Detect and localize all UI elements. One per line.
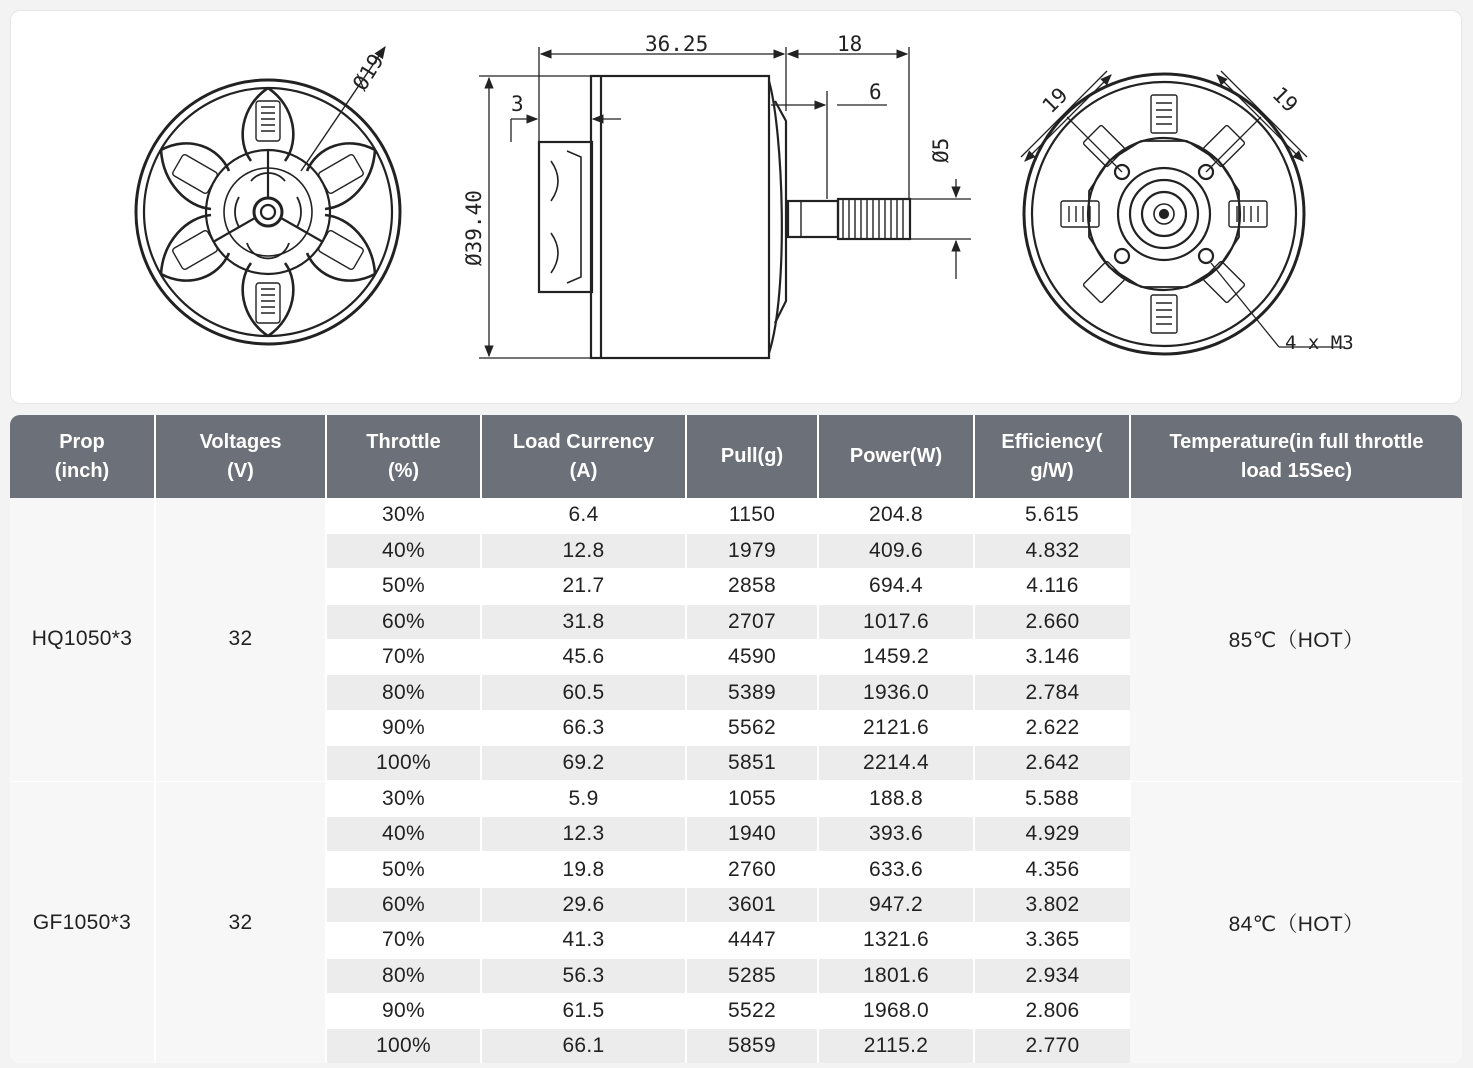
rear-hole-spacing-b-label: 19 (1267, 82, 1303, 118)
power-cell: 2121.6 (818, 710, 974, 745)
header-text: g/W) (1030, 459, 1074, 482)
load-current-cell: 29.6 (481, 887, 686, 922)
pull-cell: 4447 (686, 923, 818, 958)
throttle-cell: 100% (326, 746, 481, 781)
efficiency-cell: 2.642 (974, 746, 1130, 781)
prop-cell: HQ1050*3 (10, 498, 155, 781)
efficiency-cell: 3.146 (974, 640, 1130, 675)
throttle-cell: 70% (326, 923, 481, 958)
load-current-cell: 56.3 (481, 958, 686, 993)
throttle-cell: 90% (326, 710, 481, 745)
load-current-cell: 5.9 (481, 781, 686, 816)
length-dimension-label: 36.25 (645, 32, 709, 56)
load-current-cell: 12.8 (481, 533, 686, 568)
header-text: Load Currency (512, 430, 655, 453)
load-current-cell: 45.6 (481, 640, 686, 675)
efficiency-cell: 2.622 (974, 710, 1130, 745)
prop-header (10, 415, 155, 498)
pull-cell: 5285 (686, 958, 818, 993)
voltage-header (155, 415, 326, 498)
power-header (818, 415, 974, 498)
power-cell: 947.2 (818, 887, 974, 922)
pull-cell: 4590 (686, 640, 818, 675)
prop-cell: GF1050*3 (10, 781, 155, 1063)
pull-header (686, 415, 818, 498)
header-text: (inch) (54, 459, 110, 482)
throttle-cell: 30% (326, 781, 481, 816)
header-text: Efficiency( (1001, 430, 1103, 453)
efficiency-cell: 2.660 (974, 604, 1130, 639)
power-cell: 1968.0 (818, 993, 974, 1028)
power-cell: 1459.2 (818, 640, 974, 675)
body-diameter-dimension-label: Ø39.40 (462, 190, 486, 266)
thread-length-dimension-label: 6 (869, 80, 882, 104)
table-header (10, 415, 1462, 498)
efficiency-cell: 2.806 (974, 993, 1130, 1028)
power-cell: 633.6 (818, 852, 974, 887)
throttle-cell: 50% (326, 569, 481, 604)
throttle-cell: 80% (326, 675, 481, 710)
power-cell: 1801.6 (818, 958, 974, 993)
temperature-cell: 85℃（HOT） (1130, 498, 1462, 781)
pull-cell: 5562 (686, 710, 818, 745)
throttle-header (326, 415, 481, 498)
throttle-cell: 40% (326, 533, 481, 568)
throttle-cell: 90% (326, 993, 481, 1028)
efficiency-cell: 3.365 (974, 923, 1130, 958)
voltage-cell: 32 (155, 781, 326, 1063)
load-current-cell: 66.1 (481, 1029, 686, 1063)
throttle-cell: 70% (326, 640, 481, 675)
motor-side-view (539, 76, 910, 358)
header-text: Temperature(in full throttle (1169, 430, 1424, 453)
efficiency-cell: 4.832 (974, 533, 1130, 568)
load-current-cell: 69.2 (481, 746, 686, 781)
header-text: Power(W) (849, 445, 943, 467)
load-current-cell: 31.8 (481, 604, 686, 639)
throttle-cell: 60% (326, 887, 481, 922)
voltage-cell: 32 (155, 498, 326, 781)
pull-cell: 1940 (686, 817, 818, 852)
rear-hole-spacing-a-label: 19 (1037, 82, 1073, 118)
pull-cell: 2760 (686, 852, 818, 887)
efficiency-cell: 3.802 (974, 887, 1130, 922)
efficiency-cell: 2.770 (974, 1029, 1130, 1063)
header-text: Prop (59, 430, 105, 453)
screw-size-label: 4 x M3 (1285, 332, 1354, 354)
pull-cell: 5851 (686, 746, 818, 781)
pull-cell: 2707 (686, 604, 818, 639)
shaft-diameter-dimension-label: Ø5 (929, 137, 953, 163)
pull-cell: 1150 (686, 498, 818, 533)
power-cell: 1321.6 (818, 923, 974, 958)
flange-dimension-label: 3 (511, 92, 524, 116)
technical-drawing-panel (10, 10, 1462, 404)
load-current-cell: 60.5 (481, 675, 686, 710)
motor-rear-view (1024, 74, 1304, 354)
motor-dimension-drawing (11, 11, 1462, 404)
throttle-cell: 80% (326, 958, 481, 993)
pull-cell: 1979 (686, 533, 818, 568)
temperature-header (1130, 415, 1462, 498)
table-row (10, 498, 1462, 533)
power-cell: 204.8 (818, 498, 974, 533)
power-cell: 694.4 (818, 569, 974, 604)
efficiency-cell: 4.356 (974, 852, 1130, 887)
header-text: (V) (227, 459, 254, 482)
load-current-cell: 19.8 (481, 852, 686, 887)
efficiency-cell: 4.116 (974, 569, 1130, 604)
header-text: (A) (569, 459, 598, 482)
header-text: load 15Sec) (1240, 459, 1353, 482)
table-body (10, 498, 1462, 1063)
load-current-cell: 66.3 (481, 710, 686, 745)
header-text: (%) (387, 459, 420, 482)
pull-cell: 5389 (686, 675, 818, 710)
pull-cell: 1055 (686, 781, 818, 816)
throttle-cell: 30% (326, 498, 481, 533)
load-current-cell: 41.3 (481, 923, 686, 958)
throttle-cell: 60% (326, 604, 481, 639)
pull-cell: 5522 (686, 993, 818, 1028)
power-cell: 2115.2 (818, 1029, 974, 1063)
header-text: Pull(g) (720, 445, 784, 467)
front-diameter-label: Ø19 (348, 49, 389, 95)
performance-table-panel (10, 415, 1462, 1063)
header-text: Throttle (366, 430, 441, 453)
power-cell: 2214.4 (818, 746, 974, 781)
table-row (10, 781, 1462, 816)
load-current-cell: 12.3 (481, 817, 686, 852)
efficiency-cell: 4.929 (974, 817, 1130, 852)
power-cell: 409.6 (818, 533, 974, 568)
load-current-cell: 61.5 (481, 993, 686, 1028)
load-current-header (481, 415, 686, 498)
throttle-cell: 50% (326, 852, 481, 887)
pull-cell: 5859 (686, 1029, 818, 1063)
efficiency-cell: 2.934 (974, 958, 1130, 993)
throttle-cell: 100% (326, 1029, 481, 1063)
load-current-cell: 6.4 (481, 498, 686, 533)
power-cell: 1936.0 (818, 675, 974, 710)
pull-cell: 2858 (686, 569, 818, 604)
efficiency-cell: 5.615 (974, 498, 1130, 533)
throttle-cell: 40% (326, 817, 481, 852)
efficiency-cell: 2.784 (974, 675, 1130, 710)
header-row (10, 415, 1462, 498)
performance-table (10, 415, 1462, 1063)
motor-front-view (136, 80, 400, 344)
load-current-cell: 21.7 (481, 569, 686, 604)
power-cell: 393.6 (818, 817, 974, 852)
power-cell: 1017.6 (818, 604, 974, 639)
header-text: Voltages (199, 430, 282, 453)
shaft-length-dimension-label: 18 (837, 32, 863, 56)
power-cell: 188.8 (818, 781, 974, 816)
efficiency-header (974, 415, 1130, 498)
efficiency-cell: 5.588 (974, 781, 1130, 816)
pull-cell: 3601 (686, 887, 818, 922)
temperature-cell: 84℃（HOT） (1130, 781, 1462, 1063)
